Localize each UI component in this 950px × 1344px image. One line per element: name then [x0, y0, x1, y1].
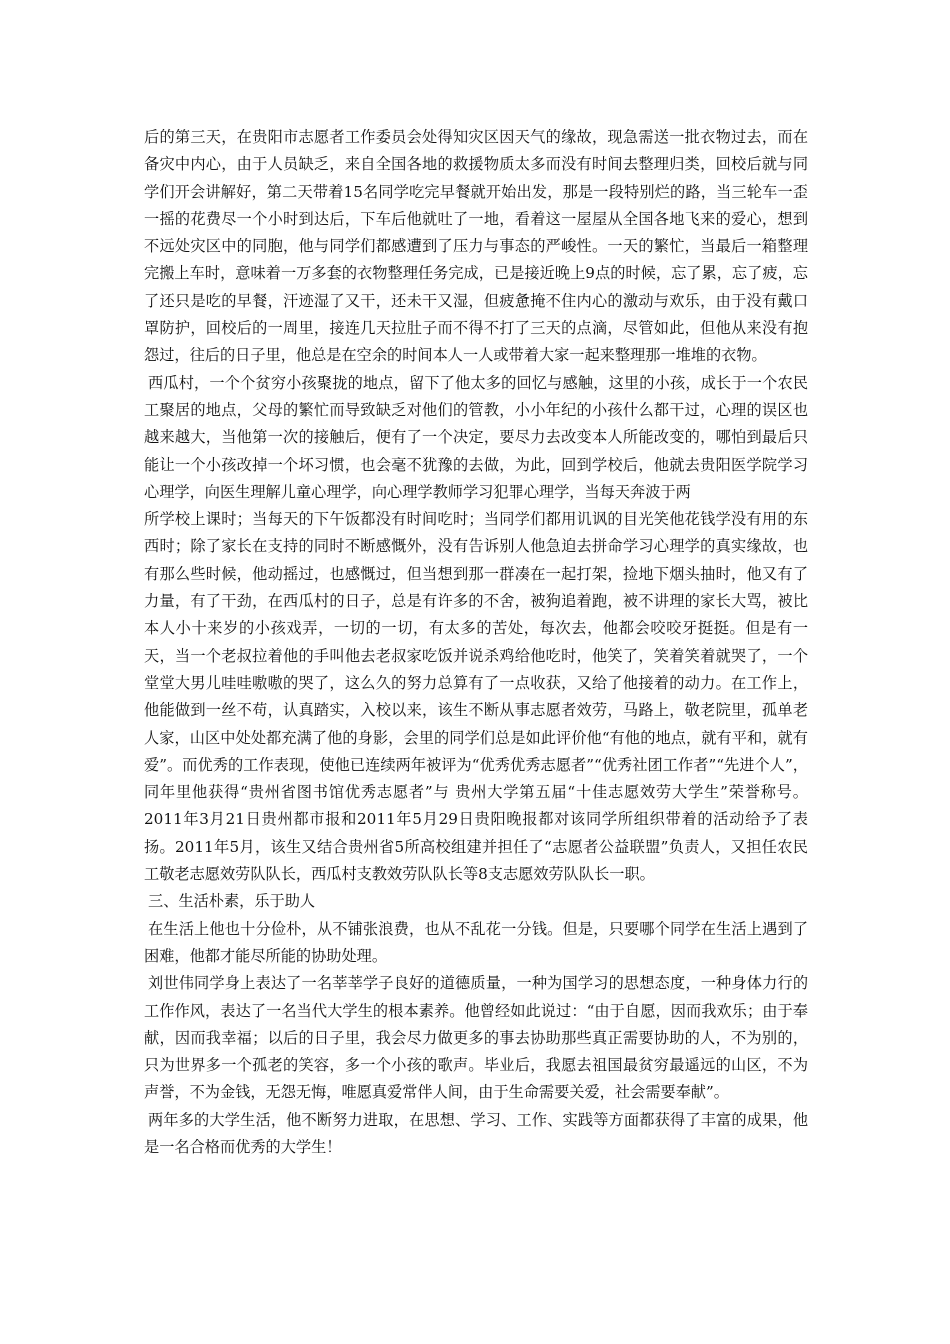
paragraph-disaster-relief: 后的第三天，在贵阳市志愿者工作委员会处得知灾区因天气的缘故，现急需送一批衣物过去，而在备灾中内心，由于人员缺乏，来自全国各地的救援物质太多而没有时间去整理归类，回校后就与同学们开会讲解好，第二天带着15名同学吃完早餐就开始出发，那是一段特别烂的路，当三轮车一歪一摇的花费尽一个小时到达后，下车后他就吐了一地，看着这一屋屋从全国各地飞来的爱心，想到不远处灾区中的同胞，他与同学们都感遭到了压力与事态的严峻性。一天的繁忙，当最后一箱整理完搬上车时，意味着一万多套的衣物整理任务完成，已是接近晚上9点的时候，忘了累，忘了疲，忘了还只是吃的早餐，汗迹湿了又干，还未干又湿，但疲惫掩不住内心的激动与欢乐，由于没有戴口罩防护，回校后的一周里，接连几天拉肚子而不得不打了三天的点滴，尽管如此，但他从来没有抱怨过，往后的日子里，他总是在空余的时间本人一人或带着大家一起来整理那一堆堆的衣物。	[144, 128, 808, 365]
paragraph-frugal-life: 在生活上他也十分俭朴，从不铺张浪费，也从不乱花一分钱。但是，只要哪个同学在生活上遇到了困难，他都才能尽所能的协助处理。	[144, 919, 808, 965]
section-heading-life: 三、生活朴素，乐于助人	[148, 892, 316, 911]
paragraph-volunteer-work: 所学校上课时；当每天的下午饭都没有时间吃时；当同学们都用讥讽的目光笑他花钱学没有用的东西时；除了家长在支持的同时不断感慨外，没有告诉别人他急迫去拼命学习心理学的真实缘故，也有那么些时候，他动摇过，也感慨过，但当想到那一群凑在一起打架，捡地下烟头抽时，他又有了力量，有了干劲，在西瓜村的日子，总是有许多的不舍，被狗追着跑，被不讲理的家长大骂，被比本人小十来岁的小孩戏弄，一切的一切，有太多的苦处，每次去，他都会咬咬牙挺挺。但是有一天，当一个老叔拉着他的手叫他去老叔家吃饭并说杀鸡给他吃时，他笑了，笑着笑着就哭了，一个堂堂大男儿哇哇嗷嗷的哭了，这么久的努力总算有了一点收获，又给了他接着的动力。在工作上，他能做到一丝不苟，认真踏实，入校以来，该生不断从事志愿者效劳，马路上，敬老院里，孤单老人家，山区中处处都充满了他的身影，会里的同学们总是如此评价他“有他的地点，就有平和，就有爱”。而优秀的工作表现，使他已连续两年被评为“优秀优秀志愿者”“优秀社团工作者”“先进个人”，同年里他获得“贵州省图书馆优秀志愿者”与 贵州大学第五届“十佳志愿效劳大学生”荣誉称号。2011年3月21日贵州都市报和2011年5月29日贵阳晚报都对该同学所组织带着的活动给予了表扬。2011年5月，该生又结合贵州省5所高校组建并担任了“志愿者公益联盟”负责人，又担任农民工敬老志愿效劳队队长，西瓜村支教效劳队队长等8支志愿效劳队队长一职。	[144, 510, 808, 884]
document-body	[144, 124, 808, 1161]
paragraph-character: 刘世伟同学身上表达了一名莘莘学子良好的道德质量，一种为国学习的思想态度，一种身体力行的工作作风，表达了一名当代大学生的根本素养。他曾经如此说过：“由于自愿，因而我欢乐；由于奉献，因而我幸福；以后的日子里，我会尽力做更多的事去协助那些真正需要协助的人，不为别的，只为世界多一个孤老的笑容，多一个小孩的歌声。毕业后，我愿去祖国最贫穷最遥远的山区，不为声誉，不为金钱，无怨无悔，唯愿真爱常伴人间，由于生命需要关爱，社会需要奉献”。	[144, 974, 808, 1102]
paragraph-conclusion: 两年多的大学生活，他不断努力进取，在思想、学习、工作、实践等方面都获得了丰富的成果，他是一名合格而优秀的大学生！	[144, 1110, 808, 1156]
paragraph-xigua-village: 西瓜村，一个个贫穷小孩聚拢的地点，留下了他太多的回忆与感触，这里的小孩，成长于一个农民工聚居的地点，父母的繁忙而导致缺乏对他们的管教，小小年纪的小孩什么都干过，心理的误区也越来越大，当他第一次的接触后，便有了一个决定，要尽力去改变本人所能改变的，哪怕到最后只能让一个小孩改掉一个坏习惯，也会毫不犹豫的去做，为此，回到学校后，他就去贵阳医学院学习心理学，向医生理解儿童心理学，向心理学教师学习犯罪心理学，当每天奔波于两	[144, 373, 808, 501]
